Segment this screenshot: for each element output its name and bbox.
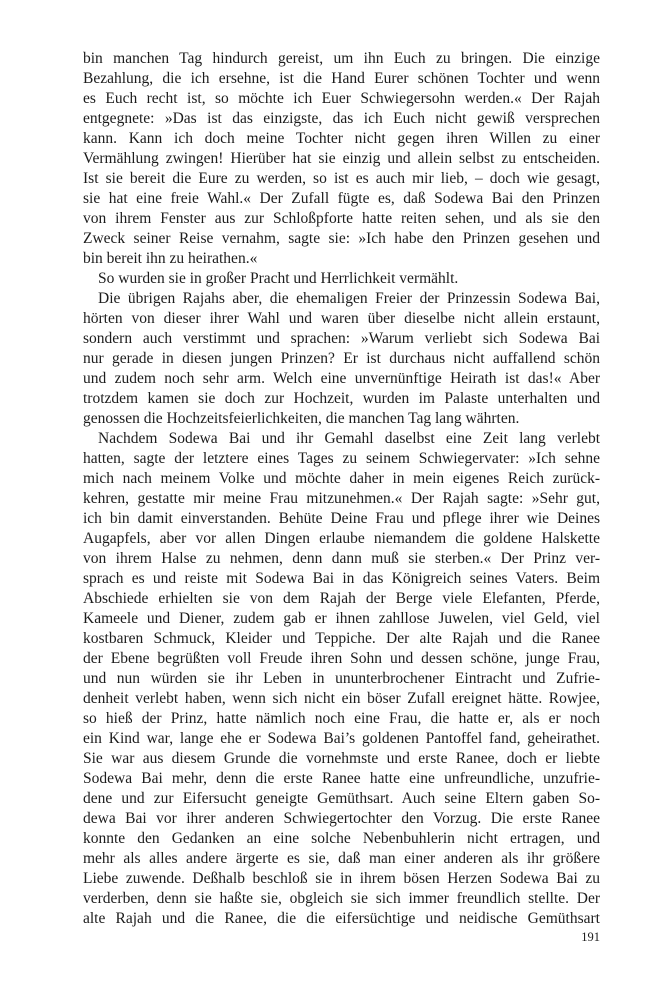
- text-line: bin bereit ihn zu heirathen.«: [83, 250, 258, 267]
- text-line: und zudem noch sehr arm. Welch eine unvernünftige Heirath ist das!« Aber: [83, 370, 600, 387]
- text-line: Zweck seiner Reise vernahm, sagte sie: »Ich habe den Prinzen gesehen und: [83, 230, 600, 247]
- text-line: und nun würden sie ihr Leben in ununterbrochener Eintracht und Zufrie-: [83, 670, 600, 687]
- text-line: trotzdem kamen sie doch zur Hochzeit, wurden im Palaste unterhalten und: [83, 390, 600, 407]
- text-line: denheit verlebt haben, wenn sich nicht ein böser Zufall ereignet hätte. Rowjee,: [83, 690, 600, 707]
- text-line: nur gerade in diesen jungen Prinzen? Er ist durchaus nicht auffallend schön: [83, 350, 600, 367]
- text-line: kann. Kann ich doch meine Tochter nicht gegen ihren Willen zu einer: [83, 130, 600, 147]
- text-line: Die übrigen Rajahs aber, die ehemaligen Freier der Prinzessin Sodewa Bai,: [98, 290, 600, 307]
- text-line: hörten von dieser ihrer Wahl und waren über dieselbe nicht allein erstaunt,: [83, 310, 600, 327]
- text-line: kehren, gestatte mir meine Frau mitzunehmen.« Der Rajah sagte: »Sehr gut,: [83, 490, 600, 507]
- text-line: verderben, denn sie haßte sie, obgleich sie sich immer freundlich stellte. Der: [83, 890, 600, 907]
- text-line: alte Rajah und die Ranee, die die eifersüchtige und neidische Gemüthsart: [83, 910, 600, 927]
- page-text: [83, 49, 600, 929]
- text-line: genossen die Hochzeitsfeierlichkeiten, die manchen Tag lang währten.: [83, 410, 520, 427]
- text-line: es Euch recht ist, so möchte ich Euer Schwiegersohn werden.« Der Rajah: [83, 90, 600, 107]
- text-line: Kameele und Diener, zudem gab er ihnen zahllose Juwelen, viel Geld, viel: [83, 610, 600, 627]
- text-line: ein Kind war, lange ehe er Sodewa Bai’s goldenen Pantoffel fand, geheirathet.: [83, 730, 600, 747]
- text-line: bin manchen Tag hindurch gereist, um ihn Euch zu bringen. Die einzige: [83, 50, 600, 67]
- text-line: der Ebene begrüßten voll Freude ihren Sohn und dessen schöne, junge Frau,: [83, 650, 600, 667]
- text-line: konnte den Gedanken an eine solche Nebenbuhlerin nicht ertragen, und: [83, 830, 600, 847]
- text-line: Sie war aus diesem Grunde die vornehmste und erste Ranee, doch er liebte: [83, 750, 600, 767]
- text-line: dewa Bai vor ihrer anderen Schwiegertochter den Vorzug. Die erste Ranee: [83, 810, 600, 827]
- text-line: hatten, sagte der letztere eines Tages zu seinem Schwiegervater: »Ich sehne: [83, 450, 600, 467]
- text-line: Vermählung zwingen! Hierüber hat sie einzig und allein selbst zu entscheiden.: [83, 150, 600, 167]
- text-line: Nachdem Sodewa Bai und ihr Gemahl daselbst eine Zeit lang verlebt: [98, 430, 600, 447]
- text-line: ich bin damit einverstanden. Behüte Deine Frau und pflege ihrer wie Deines: [83, 510, 600, 527]
- text-line: So wurden sie in großer Pracht und Herrlichkeit vermählt.: [98, 270, 459, 287]
- text-line: entgegnete: »Das ist das einzigste, das ich Euch nicht gewiß versprechen: [83, 110, 600, 127]
- text-line: von ihrem Fenster aus zur Schloßpforte hatte reiten sehen, und als sie den: [83, 210, 600, 227]
- text-line: Liebe zuwende. Deßhalb beschloß sie in ihrem bösen Herzen Sodewa Bai zu: [83, 870, 600, 887]
- text-line: sprach es und reiste mit Sodewa Bai in das Königreich seines Vaters. Beim: [83, 570, 600, 587]
- text-line: so hieß der Prinz, hatte nämlich noch eine Frau, die hatte er, als er noch: [83, 710, 600, 727]
- text-line: kostbaren Schmuck, Kleider und Teppiche. Der alte Rajah und die Ranee: [83, 630, 600, 647]
- text-line: Ist sie bereit die Eure zu werden, so ist es auch mir lieb, – doch wie gesagt,: [83, 170, 600, 187]
- text-line: mehr als alles andere ärgerte es sie, daß man einer anderen als ihr größere: [83, 850, 600, 867]
- text-line: mich nach meinem Volke und möchte daher in mein eigenes Reich zurück-: [83, 470, 600, 487]
- text-line: Sodewa Bai mehr, denn die erste Ranee hatte eine unfreundliche, unzufrie-: [83, 770, 600, 787]
- text-line: sie hat eine freie Wahl.« Der Zufall fügte es, daß Sodewa Bai den Prinzen: [83, 190, 600, 207]
- text-line: Abschiede erhielten sie von dem Rajah der Berge viele Elefanten, Pferde,: [83, 590, 600, 607]
- text-line: dene und zur Eifersucht geneigte Gemüthsart. Auch seine Eltern gaben So-: [83, 790, 600, 807]
- text-line: Bezahlung, die ich ersehne, ist die Hand Eurer schönen Tochter und wenn: [83, 70, 600, 87]
- page-number: 191: [581, 930, 600, 944]
- text-line: sondern auch verstimmt und sprachen: »Warum verliebt sich Sodewa Bai: [83, 330, 600, 347]
- text-line: von ihrem Halse zu nehmen, denn dann muß sie sterben.« Der Prinz ver-: [83, 550, 600, 567]
- text-line: Augapfels, aber vor allen Dingen erlaube niemandem die goldene Halskette: [83, 530, 600, 547]
